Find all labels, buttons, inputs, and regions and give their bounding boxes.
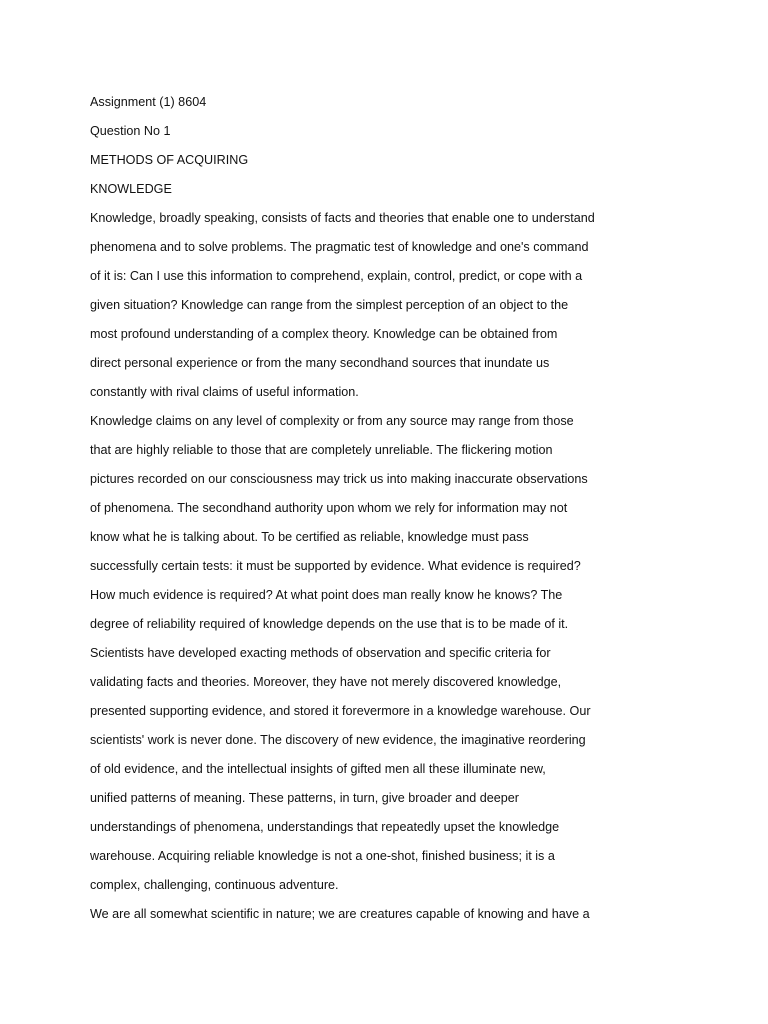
document-body	[90, 88, 610, 929]
paragraph-line: of it is: Can I use this information to comprehend, explain, control, predict, or cope with a	[90, 269, 583, 283]
paragraph-line: successfully certain tests: it must be supported by evidence. What evidence is required?	[90, 559, 581, 573]
paragraph-line: know what he is talking about. To be certified as reliable, knowledge must pass	[90, 530, 529, 544]
paragraph-line: phenomena and to solve problems. The pragmatic test of knowledge and one's command	[90, 240, 589, 254]
paragraph-line: degree of reliability required of knowledge depends on the use that is to be made of it.	[90, 617, 569, 631]
paragraph-line: complex, challenging, continuous adventure.	[90, 878, 339, 892]
paragraph-2	[90, 407, 610, 900]
paragraph-line: warehouse. Acquiring reliable knowledge is not a one-shot, finished business; it is a	[90, 849, 555, 863]
paragraph-line: constantly with rival claims of useful information.	[90, 385, 359, 399]
section-heading: METHODS OF ACQUIRING	[90, 153, 249, 167]
paragraph-line: given situation? Knowledge can range from the simplest perception of an object to the	[90, 298, 569, 312]
paragraph-line: of old evidence, and the intellectual insights of gifted men all these illuminate new,	[90, 762, 546, 776]
paragraph-line: direct personal experience or from the many secondhand sources that inundate us	[90, 356, 550, 370]
paragraph-1	[90, 204, 610, 407]
section-heading-continued: KNOWLEDGE	[90, 182, 172, 196]
paragraph-3	[90, 900, 610, 929]
paragraph-line: Scientists have developed exacting methods of observation and specific criteria for	[90, 646, 551, 660]
paragraph-line: unified patterns of meaning. These patterns, in turn, give broader and deeper	[90, 791, 519, 805]
paragraph-line: validating facts and theories. Moreover, they have not merely discovered knowledge,	[90, 675, 562, 689]
paragraph-line: scientists' work is never done. The discovery of new evidence, the imaginative reordering	[90, 733, 586, 747]
paragraph-line: presented supporting evidence, and stored it forevermore in a knowledge warehouse. Our	[90, 704, 591, 718]
paragraph-line: understandings of phenomena, understandings that repeatedly upset the knowledge	[90, 820, 560, 834]
paragraph-line: How much evidence is required? At what point does man really know he knows? The	[90, 588, 563, 602]
question-label: Question No 1	[90, 124, 171, 138]
paragraph-line: We are all somewhat scientific in nature; we are creatures capable of knowing and have a	[90, 907, 590, 921]
paragraph-line: most profound understanding of a complex theory. Knowledge can be obtained from	[90, 327, 558, 341]
paragraph-line: pictures recorded on our consciousness may trick us into making inaccurate observations	[90, 472, 588, 486]
paragraph-line: Knowledge claims on any level of complexity or from any source may range from those	[90, 414, 574, 428]
paragraph-line: that are highly reliable to those that are completely unreliable. The flickering motion	[90, 443, 553, 457]
document-title: Assignment (1) 8604	[90, 95, 207, 109]
paragraph-line: of phenomena. The secondhand authority upon whom we rely for information may not	[90, 501, 568, 515]
paragraph-line: Knowledge, broadly speaking, consists of facts and theories that enable one to understand	[90, 211, 595, 225]
